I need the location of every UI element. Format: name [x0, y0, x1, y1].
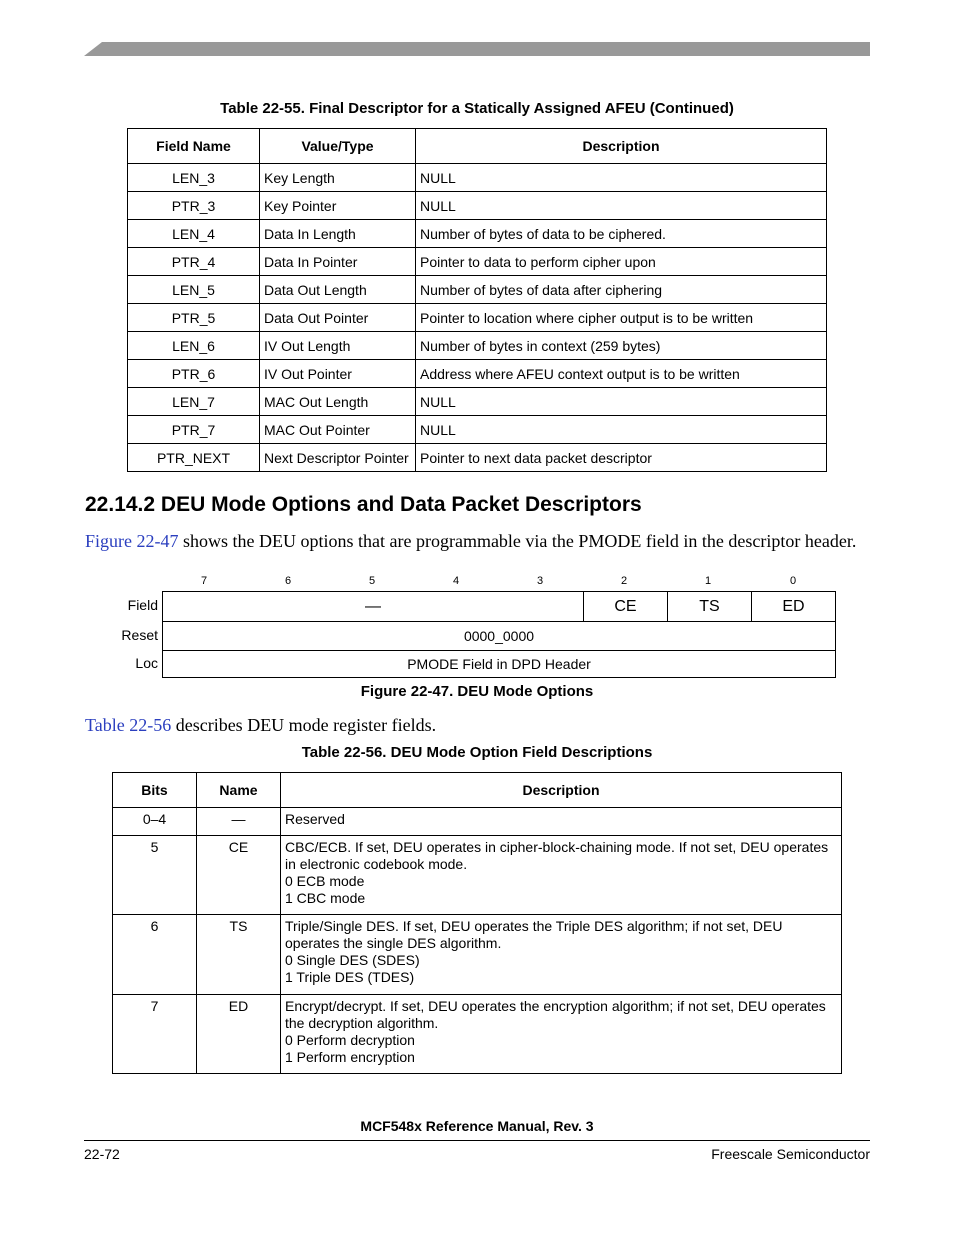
- bit-number-label: 2: [620, 575, 628, 587]
- bit-number-label: 3: [536, 575, 544, 587]
- field-row-label: Field: [127, 597, 158, 613]
- cell-value-type: Data Out Pointer: [260, 304, 416, 332]
- table-ref-text: describes DEU mode register fields.: [171, 715, 437, 735]
- cell-description: Number of bytes of data to be ciphered.: [416, 220, 827, 248]
- field-ed: ED: [751, 591, 836, 622]
- header-description: Description: [416, 129, 827, 164]
- table-header-row: [113, 773, 842, 808]
- table-header-row: [128, 129, 827, 164]
- cell-description: Number of bytes in context (259 bytes): [416, 332, 827, 360]
- bit-number-label: 0: [789, 575, 797, 587]
- cell-field-name: LEN_6: [128, 332, 260, 360]
- cell-description: Pointer to data to perform cipher upon: [416, 248, 827, 276]
- cell-bits: 7: [113, 995, 197, 1074]
- cell-field-name: LEN_4: [128, 220, 260, 248]
- cell-field-name: PTR_7: [128, 416, 260, 444]
- cell-name: CE: [197, 836, 281, 915]
- cell-name: ED: [197, 995, 281, 1074]
- table-row: [113, 995, 842, 1074]
- table-22-56-link[interactable]: Table 22-56: [85, 715, 172, 735]
- footer-divider: [84, 1140, 870, 1141]
- cell-description: Address where AFEU context output is to be written: [416, 360, 827, 388]
- table-row: [128, 220, 827, 248]
- cell-value-type: Next Descriptor Pointer: [260, 444, 416, 472]
- bit-number-label: 6: [284, 575, 292, 587]
- cell-value-type: MAC Out Pointer: [260, 416, 416, 444]
- description-line: CBC/ECB. If set, DEU operates in cipher-block-chaining mode. If not set, DEU operates in electronic codebook mode.: [285, 839, 829, 872]
- cell-field-name: PTR_6: [128, 360, 260, 388]
- bit-number-label: 4: [452, 575, 460, 587]
- table-row: [113, 915, 842, 995]
- description-line: 1 Perform encryption: [285, 1049, 415, 1065]
- cell-field-name: PTR_4: [128, 248, 260, 276]
- description-line: 0 Perform decryption: [285, 1032, 415, 1048]
- bit-number-label: 7: [200, 575, 208, 587]
- table-row: [128, 360, 827, 388]
- loc-row-label: Loc: [135, 655, 158, 671]
- cell-value-type: Key Pointer: [260, 192, 416, 220]
- cell-name: TS: [197, 915, 281, 995]
- table-row: [128, 276, 827, 304]
- cell-description: NULL: [416, 388, 827, 416]
- cell-bits: 0–4: [113, 808, 197, 836]
- table-56: [112, 772, 842, 1074]
- table-row: [113, 836, 842, 915]
- cell-field-name: PTR_5: [128, 304, 260, 332]
- table-ref-paragraph: [85, 715, 436, 736]
- figure-22-47-link[interactable]: Figure 22-47: [85, 531, 179, 551]
- table-56-caption: Table 22-56. DEU Mode Option Field Descriptions: [301, 744, 653, 761]
- reset-value: 0000_0000: [162, 621, 836, 651]
- table-row: [128, 444, 827, 472]
- section-heading: 22.14.2 DEU Mode Options and Data Packet Descriptors: [85, 493, 642, 516]
- cell-description: Number of bytes of data after ciphering: [416, 276, 827, 304]
- intro-paragraph: [85, 531, 856, 552]
- cell-name: —: [197, 808, 281, 836]
- description-line: Encrypt/decrypt. If set, DEU operates the encryption algorithm; if not set, DEU operates the decryption algorithm.: [285, 998, 826, 1031]
- table-row: [128, 192, 827, 220]
- cell-value-type: Key Length: [260, 164, 416, 192]
- header-bits: Bits: [113, 773, 197, 808]
- table-55-caption: Table 22-55. Final Descriptor for a Statically Assigned AFEU (Continued): [220, 100, 734, 117]
- description-line: 0 ECB mode: [285, 873, 365, 889]
- intro-text: shows the DEU options that are programmable via the PMODE field in the descriptor header.: [178, 531, 857, 551]
- cell-bits: 5: [113, 836, 197, 915]
- header-value-type: Value/Type: [260, 129, 416, 164]
- table-row: [128, 388, 827, 416]
- bit-number-label: 1: [704, 575, 712, 587]
- description-line: Reserved: [285, 811, 345, 827]
- header-bar: [84, 42, 870, 56]
- cell-value-type: IV Out Pointer: [260, 360, 416, 388]
- table-row: [128, 248, 827, 276]
- figure-caption: Figure 22-47. DEU Mode Options: [360, 683, 594, 700]
- header-description: Description: [281, 773, 842, 808]
- table-row: [128, 416, 827, 444]
- reset-row-label: Reset: [121, 627, 158, 643]
- field-ce: CE: [583, 591, 668, 622]
- description-line: 1 Triple DES (TDES): [285, 969, 415, 985]
- table-row: [128, 332, 827, 360]
- cell-value-type: Data Out Length: [260, 276, 416, 304]
- table-55: [127, 128, 827, 472]
- table-row: [113, 808, 842, 836]
- table-row: [128, 304, 827, 332]
- cell-description: [281, 915, 842, 995]
- header-field-name: Field Name: [128, 129, 260, 164]
- header-name: Name: [197, 773, 281, 808]
- description-line: 0 Single DES (SDES): [285, 952, 420, 968]
- cell-description: NULL: [416, 192, 827, 220]
- cell-description: Pointer to location where cipher output is to be written: [416, 304, 827, 332]
- cell-bits: 6: [113, 915, 197, 995]
- cell-description: NULL: [416, 416, 827, 444]
- footer-title: MCF548x Reference Manual, Rev. 3: [360, 1118, 594, 1134]
- cell-field-name: LEN_3: [128, 164, 260, 192]
- cell-value-type: IV Out Length: [260, 332, 416, 360]
- cell-value-type: MAC Out Length: [260, 388, 416, 416]
- cell-description: [281, 836, 842, 915]
- loc-value: PMODE Field in DPD Header: [162, 650, 836, 678]
- cell-description: NULL: [416, 164, 827, 192]
- cell-description: Pointer to next data packet descriptor: [416, 444, 827, 472]
- bit-number-label: 5: [368, 575, 376, 587]
- company-name: Freescale Semiconductor: [711, 1146, 870, 1162]
- cell-field-name: PTR_3: [128, 192, 260, 220]
- field-reserved: —: [162, 591, 584, 622]
- page-number: 22-72: [84, 1146, 120, 1162]
- cell-value-type: Data In Pointer: [260, 248, 416, 276]
- cell-field-name: PTR_NEXT: [128, 444, 260, 472]
- cell-description: [281, 995, 842, 1074]
- description-line: 1 CBC mode: [285, 890, 366, 906]
- table-row: [128, 164, 827, 192]
- cell-field-name: LEN_5: [128, 276, 260, 304]
- cell-description: [281, 808, 842, 836]
- cell-field-name: LEN_7: [128, 388, 260, 416]
- cell-value-type: Data In Length: [260, 220, 416, 248]
- description-line: Triple/Single DES. If set, DEU operates the Triple DES algorithm; if not set, DEU operates the single DES algorithm.: [285, 918, 783, 951]
- field-ts: TS: [667, 591, 752, 622]
